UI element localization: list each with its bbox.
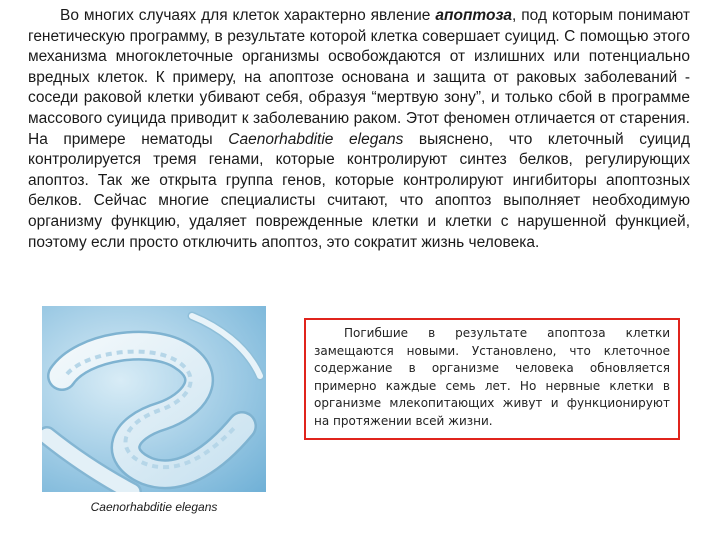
info-box [304, 318, 680, 440]
term-apoptosis: апоптоза [435, 7, 512, 24]
main-paragraph [28, 6, 690, 253]
body-text-2: выяснено, что клеточный суицид контролируется тремя генами, которые контролируют синтез белков, регулирующих апоптоз. Так же открыта группа генов, которые контролируют ингибиторы апоптозных белков. Сейчас многие специалисты считают, что апоптоз выполняет необходимую организму функцию, удаляет поврежденные клетки и клетки с нарушенной функцией, поэтому если просто отключить апоптоз, это сократит жизнь человека. [28, 130, 690, 251]
species-name: Caenorhabditie elegans [228, 130, 404, 148]
figure-caption: Caenorhabditie elegans [90, 500, 218, 514]
body-text-1: , под которым понимают генетическую программу, в результате которой клетка совершает суицид. С помощью этого механизма многоклеточные организмы освобождаются от излишних или потенциально вредных клеток. К примеру, на апоптозе основана и защита от раковых заболеваний - соседи раковой клетки убивают себя, образуя “мертвую зону”, и только сбой в программе массового суицида приводит к заболеванию раком. Этот феномен отличается от старения. На примере нематоды [28, 7, 690, 148]
nematode-micrograph [42, 306, 266, 492]
info-box-text: Погибшие в результате апоптоза клетки замещаются новыми. Установлено, что клеточное содержание в организме человека обновляется примерно каждые семь лет. Но нервные клетки в организме млекопитающих живут и функционируют на протяжении всей жизни. [314, 326, 670, 428]
nematode-illustration [42, 306, 266, 492]
intro-text: Во многих случаях для клеток характерно явление [60, 7, 436, 24]
main-paragraph-text [28, 6, 690, 253]
